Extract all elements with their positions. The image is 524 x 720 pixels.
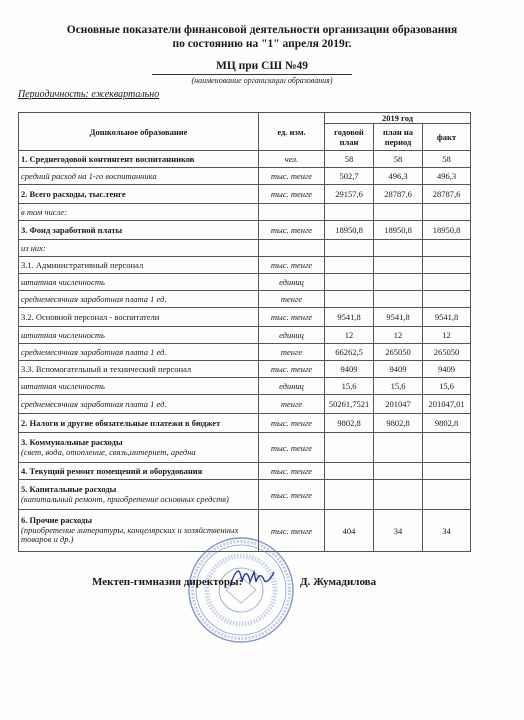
org-underline (152, 74, 352, 75)
row-fact (423, 463, 471, 480)
row-label-text: в том числе: (21, 207, 68, 217)
table-row (19, 204, 471, 221)
row-label (19, 221, 259, 240)
row-label (19, 291, 259, 308)
row-annual-plan: 29157,6 (325, 185, 374, 204)
row-label (19, 327, 259, 344)
row-fact: 201047,01 (423, 395, 471, 414)
row-period-plan: 12 (374, 327, 423, 344)
row-label-text: среднемесячная заработная плата 1 ед. (21, 347, 167, 357)
row-fact (423, 433, 471, 463)
row-period-plan (374, 463, 423, 480)
row-annual-plan (325, 204, 374, 221)
row-unit: тенге (259, 395, 325, 414)
row-label-text: среднемесячная заработная плата 1 ед. (21, 399, 167, 409)
row-unit (259, 204, 325, 221)
header-year: 2019 год (325, 113, 471, 124)
row-sublabel: (приобретение литературы, канцелярских и хозяйственных товаров и др.) (21, 524, 239, 545)
row-label-text: штатная численность (21, 277, 105, 287)
row-annual-plan: 58 (325, 151, 374, 168)
row-fact (423, 257, 471, 274)
row-period-plan: 9409 (374, 361, 423, 378)
row-period-plan: 28787,6 (374, 185, 423, 204)
row-annual-plan: 15,6 (325, 378, 374, 395)
table-row (19, 361, 471, 378)
table-row (19, 463, 471, 480)
row-fact (423, 204, 471, 221)
table-row (19, 433, 471, 463)
row-sublabel: (свет, вода, отопление, связь,интернет, аредна (21, 446, 196, 457)
row-label (19, 433, 259, 463)
row-annual-plan (325, 240, 374, 257)
row-annual-plan (325, 274, 374, 291)
row-label-text: 6. Прочие расходы (21, 515, 92, 526)
director-name: Д. Жумадилова (300, 576, 377, 588)
row-fact: 496,3 (423, 168, 471, 185)
table-row (19, 168, 471, 185)
row-unit: тыс. тенге (259, 433, 325, 463)
row-period-plan: 9802,8 (374, 414, 423, 433)
row-fact: 9541,8 (423, 308, 471, 327)
row-fact: 34 (423, 510, 471, 552)
row-unit: тыс. тенге (259, 510, 325, 552)
row-period-plan (374, 274, 423, 291)
row-label-text: 4. Текущий ремонт помещений и оборудования (21, 466, 203, 476)
table-row (19, 151, 471, 168)
row-unit: тыс. тенге (259, 480, 325, 510)
table-row (19, 274, 471, 291)
header-unit: ед. изм. (259, 113, 325, 151)
row-period-plan: 18950,8 (374, 221, 423, 240)
row-period-plan: 496,3 (374, 168, 423, 185)
row-label (19, 274, 259, 291)
row-label-text: среднемесячная заработная плата 1 ед. (21, 294, 167, 304)
row-fact (423, 480, 471, 510)
row-fact: 15,6 (423, 378, 471, 395)
row-period-plan (374, 257, 423, 274)
row-unit: единиц (259, 274, 325, 291)
row-label (19, 480, 259, 510)
row-annual-plan: 66262,5 (325, 344, 374, 361)
row-label (19, 185, 259, 204)
row-unit: тенге (259, 291, 325, 308)
table-row (19, 378, 471, 395)
row-fact: 12 (423, 327, 471, 344)
row-period-plan: 15,6 (374, 378, 423, 395)
row-fact: 18950,8 (423, 221, 471, 240)
table-row (19, 395, 471, 414)
header-annual-plan: годовой план (325, 124, 374, 151)
table-row (19, 327, 471, 344)
table-row (19, 344, 471, 361)
director-label: Мектеп-гимназия директоры: (92, 576, 243, 588)
row-unit: единиц (259, 378, 325, 395)
row-fact: 9409 (423, 361, 471, 378)
table-row (19, 185, 471, 204)
row-period-plan: 265050 (374, 344, 423, 361)
row-annual-plan: 404 (325, 510, 374, 552)
row-annual-plan (325, 291, 374, 308)
row-annual-plan: 502,7 (325, 168, 374, 185)
row-fact: 58 (423, 151, 471, 168)
table-row (19, 240, 471, 257)
row-period-plan (374, 433, 423, 463)
row-label (19, 257, 259, 274)
row-annual-plan: 18950,8 (325, 221, 374, 240)
row-label-text: штатная численность (21, 330, 105, 340)
row-label (19, 308, 259, 327)
row-annual-plan: 12 (325, 327, 374, 344)
row-label-text: 3.2. Основной персонал - воспитатели (21, 312, 160, 322)
row-label (19, 463, 259, 480)
row-unit: единиц (259, 327, 325, 344)
row-label (19, 151, 259, 168)
row-period-plan: 9541,8 (374, 308, 423, 327)
row-annual-plan: 50261,7521 (325, 395, 374, 414)
row-unit: тыс. тенге (259, 257, 325, 274)
row-period-plan: 201047 (374, 395, 423, 414)
row-label-text: 3. Фонд заработной платы (21, 225, 123, 235)
table-row (19, 291, 471, 308)
row-fact: 28787,6 (423, 185, 471, 204)
row-unit (259, 240, 325, 257)
row-label (19, 168, 259, 185)
row-label-text: 2. Налоги и другие обязательные платежи в бюджет (21, 418, 221, 428)
table-row (19, 221, 471, 240)
row-unit: тыс. тенге (259, 221, 325, 240)
row-label-text: 3.1. Административный персонал (21, 260, 144, 270)
row-label-text: 3.3. Вспомогательный и технический персонал (21, 364, 192, 374)
signature-line (0, 576, 524, 592)
row-label-text: средний расход на 1-го воспитанника (21, 171, 157, 181)
row-label (19, 204, 259, 221)
row-unit: тыс. тенге (259, 414, 325, 433)
table-header-row (19, 113, 471, 124)
row-annual-plan (325, 257, 374, 274)
row-unit: тенге (259, 344, 325, 361)
row-period-plan (374, 240, 423, 257)
organization-note: (наименование организации образования) (191, 76, 333, 85)
row-label-text: штатная численность (21, 381, 105, 391)
header-fact: факт (423, 124, 471, 151)
table-row (19, 414, 471, 433)
row-fact (423, 291, 471, 308)
row-label-text: 5. Капитальные расходы (21, 484, 117, 494)
row-period-plan: 34 (374, 510, 423, 552)
row-unit: тыс. тенге (259, 361, 325, 378)
row-sublabel: (капитальный ремонт, приобретение основных средств) (21, 493, 229, 504)
row-annual-plan: 9541,8 (325, 308, 374, 327)
financial-table (18, 112, 471, 552)
row-period-plan (374, 291, 423, 308)
row-unit: тыс. тенге (259, 308, 325, 327)
row-label-text: 3. Коммунальные расходы (21, 437, 123, 447)
row-label (19, 361, 259, 378)
row-period-plan (374, 204, 423, 221)
row-label (19, 344, 259, 361)
document-date: по состоянию на "1" апреля 2019г. (172, 38, 352, 50)
row-label-text: 2. Всего расходы, тыс.тенге (21, 189, 126, 199)
row-unit: тыс. тенге (259, 185, 325, 204)
row-annual-plan (325, 463, 374, 480)
row-label (19, 414, 259, 433)
row-label (19, 240, 259, 257)
row-annual-plan: 9409 (325, 361, 374, 378)
row-fact (423, 240, 471, 257)
row-period-plan: 58 (374, 151, 423, 168)
header-period-plan: план на период (374, 124, 423, 151)
organization-name: МЦ при СШ №49 (215, 60, 309, 72)
table-row (19, 257, 471, 274)
table-row (19, 480, 471, 510)
row-unit: тыс. тенге (259, 168, 325, 185)
row-label (19, 395, 259, 414)
header-name: Дошкольное образование (19, 113, 259, 151)
row-annual-plan: 9802,8 (325, 414, 374, 433)
row-label-text: 1. Среднегодовой контингент воспитанников (21, 154, 195, 164)
row-annual-plan (325, 480, 374, 510)
row-fact: 265050 (423, 344, 471, 361)
row-unit: тыс. тенге (259, 463, 325, 480)
row-label-text: из них: (21, 243, 46, 253)
document-title: Основные показатели финансовой деятельности организации образования (66, 24, 458, 36)
row-fact: 9802,8 (423, 414, 471, 433)
periodicity: Периодичность: ежеквартально (18, 89, 160, 100)
row-label (19, 378, 259, 395)
table-row (19, 308, 471, 327)
row-period-plan (374, 480, 423, 510)
row-fact (423, 274, 471, 291)
row-annual-plan (325, 433, 374, 463)
row-unit: чел. (259, 151, 325, 168)
